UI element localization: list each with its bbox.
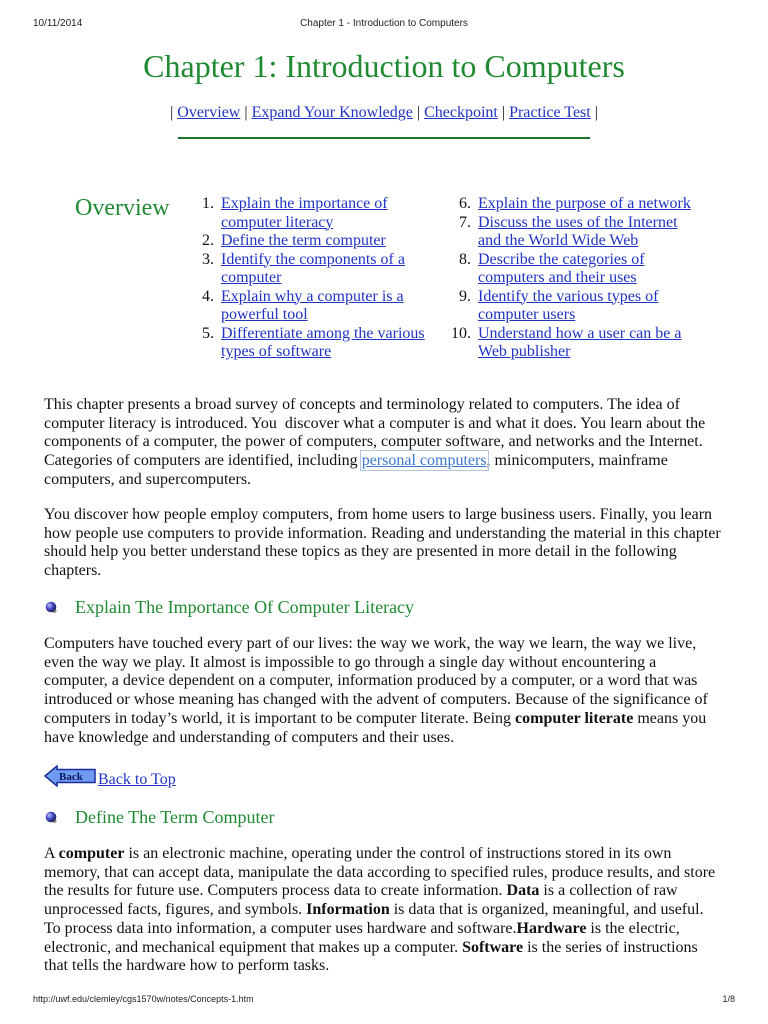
- objective-link-components[interactable]: Identify the components of a computer: [221, 250, 405, 286]
- text-line: computer literacy is introduced. You discover what a computer is and what it does. You learn about the: [44, 414, 706, 432]
- text-line: components of a computer, the power of computers, computer software, and networks and the Internet.: [44, 433, 703, 451]
- back-icon-label: Back: [59, 771, 83, 783]
- text-line: have knowledge and understanding of computers and their uses.: [44, 728, 455, 746]
- text-line: You discover how people employ computers, from home users to large business users. Finally, you learn: [44, 506, 713, 523]
- section-paragraph-computer-literacy: [44, 635, 708, 747]
- objective-link-computer-users[interactable]: Identify the various types of computer users: [478, 287, 659, 323]
- objective-item: [190, 232, 425, 251]
- key-term-computer: computer: [58, 845, 125, 862]
- nav-separator: |: [594, 104, 598, 121]
- print-date: 10/11/2014: [33, 18, 83, 29]
- key-term-hardware: Hardware: [516, 919, 587, 937]
- objective-link-powerful-tool[interactable]: Explain why a computer is a powerful tool: [221, 287, 404, 323]
- objective-number: 9.: [459, 287, 471, 305]
- nav-separator: |: [501, 104, 506, 121]
- nav-separator: |: [170, 104, 174, 121]
- nav-link-overview[interactable]: Overview: [177, 104, 241, 121]
- print-page-number: 1/8: [722, 994, 735, 1004]
- objective-number: 1.: [202, 195, 214, 212]
- globe-bullet-icon: [45, 601, 58, 614]
- key-term-data: Data: [506, 882, 540, 900]
- objective-number: 4.: [202, 287, 214, 305]
- text-line: unprocessed facts, figures, and symbols. Information is data that is organized, meaningful, and useful.: [44, 901, 704, 919]
- objective-link-define-computer[interactable]: Define the term computer: [221, 232, 386, 249]
- section-heading-define-computer: Define The Term Computer: [75, 807, 275, 827]
- text-line: electronic, and mechanical equipment that makes up a computer. Software is the series of instructions: [44, 938, 698, 956]
- objective-link-internet-web[interactable]: Discuss the uses of the Internet and the World Wide Web: [478, 213, 678, 249]
- objective-item: [447, 214, 691, 251]
- intro-paragraph-1: [44, 396, 705, 490]
- key-term-software: Software: [462, 938, 524, 956]
- objective-item: [447, 251, 691, 288]
- text-line: that tells the hardware how to perform tasks.: [44, 957, 330, 975]
- globe-bullet-icon: [45, 811, 58, 824]
- objective-link-network[interactable]: Explain the purpose of a network: [478, 195, 691, 212]
- objective-item: [447, 195, 691, 214]
- objective-link-types-of-software[interactable]: Differentiate among the various types of software: [221, 324, 425, 360]
- objective-item: [447, 288, 691, 325]
- text-line: chapters.: [44, 562, 102, 580]
- text-line: computer, a device dependent on a computer, information produced by a computer, or a word that was: [44, 672, 698, 690]
- nav-separator: |: [416, 104, 421, 121]
- personal-computers-link[interactable]: personal computers: [361, 452, 487, 470]
- text-line: even the way we play. It almost is impossible to go through a single day without encountering a: [44, 653, 657, 671]
- text-line: should help you better understand these topics as they are presented in more detail in the following: [44, 543, 677, 561]
- objective-item: [190, 195, 425, 232]
- overview-heading: Overview: [75, 195, 170, 221]
- text-line: computers, and supercomputers.: [44, 470, 252, 488]
- section-paragraph-define-computer: [44, 845, 715, 976]
- key-term-computer-literate: computer literate: [515, 709, 634, 727]
- objective-item: [190, 288, 425, 325]
- text-line: Categories of computers are identified, including personal computers, minicomputers, mainframe: [44, 452, 668, 470]
- nav-link-expand-your-knowledge[interactable]: Expand Your Knowledge: [251, 104, 413, 121]
- objective-number: 8.: [459, 250, 471, 268]
- text-line: how people use computers to provide information. Reading and understanding the material in this chapter: [44, 524, 721, 542]
- nav-link-practice-test[interactable]: Practice Test: [509, 104, 591, 121]
- objective-link-categories[interactable]: Describe the categories of computers and their uses: [478, 250, 645, 286]
- text-line: computers in today’s world, it is important to be computer literate. Being computer literate means you: [44, 709, 707, 727]
- objective-number: 5.: [202, 324, 214, 342]
- objective-number: 7.: [459, 213, 471, 231]
- text-line: A computer is an electronic machine, operating under the control of instructions stored in its own: [44, 845, 672, 862]
- back-to-top-link[interactable]: Back to Top: [98, 771, 176, 788]
- key-term-information: Information: [306, 901, 390, 919]
- objective-link-computer-literacy[interactable]: Explain the importance of computer literacy: [221, 195, 388, 231]
- text-line: This chapter presents a broad survey of concepts and terminology related to computers. The idea of: [44, 396, 680, 413]
- text-line: To process data into information, a computer uses hardware and software.Hardware is the electric,: [44, 919, 680, 937]
- chapter-nav: [0, 103, 768, 123]
- back-arrow-icon[interactable]: [44, 765, 96, 787]
- intro-paragraph-2: [44, 506, 721, 581]
- objective-item: [447, 325, 691, 362]
- objective-number: 3.: [202, 250, 214, 268]
- section-heading-computer-literacy: Explain The Importance Of Computer Literacy: [75, 597, 415, 617]
- text-line: introduced or whose meaning has changed with the advent of computers. Because of the significance of: [44, 691, 708, 709]
- title-divider: [178, 137, 590, 139]
- objectives-list-right: [447, 195, 691, 362]
- nav-separator: |: [244, 104, 248, 121]
- page-title: Chapter 1: Introduction to Computers: [143, 48, 625, 84]
- objective-item: [190, 251, 425, 288]
- objective-number: 2.: [202, 232, 214, 249]
- objective-item: [190, 325, 425, 362]
- text-line: memory, that can accept data, manipulate the data according to specified rules, produce results, and store: [44, 863, 716, 881]
- objective-link-web-publisher[interactable]: Understand how a user can be a Web publisher: [478, 324, 682, 360]
- text-line: Computers have touched every part of our lives: the way we work, the way we learn, the way we live,: [44, 635, 697, 652]
- objective-number: 10.: [451, 324, 471, 342]
- objective-number: 6.: [459, 195, 471, 212]
- nav-link-checkpoint[interactable]: Checkpoint: [424, 104, 498, 121]
- print-footer-url: http://uwf.edu/clemley/cgs1570w/notes/Concepts-1.htm: [33, 994, 254, 1004]
- print-header-title: Chapter 1 - Introduction to Computers: [300, 18, 468, 29]
- text-line: the results for future use. Computers process data to create information. Data is a collection of raw: [44, 882, 678, 900]
- objectives-list-left: [190, 195, 425, 362]
